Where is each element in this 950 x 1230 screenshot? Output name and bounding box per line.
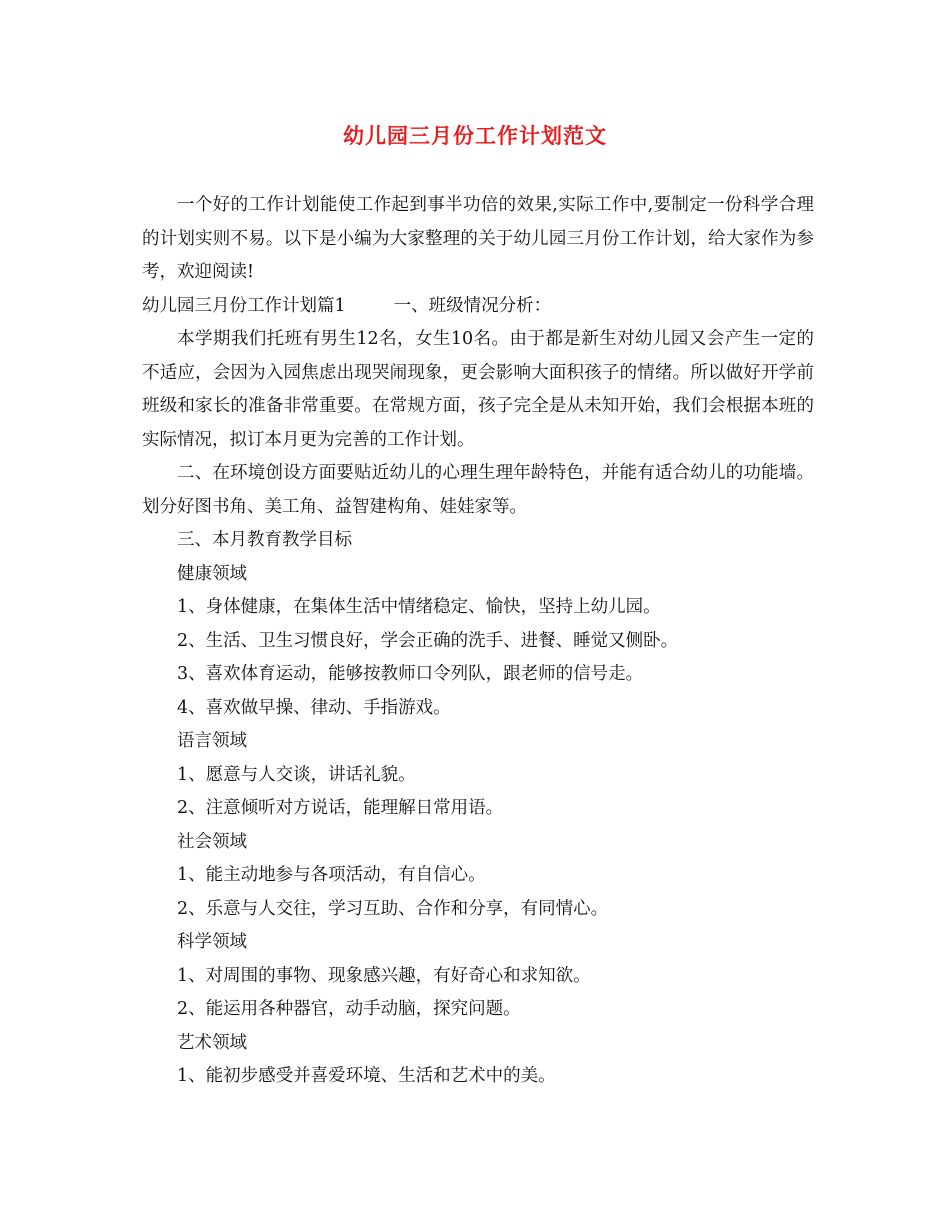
list-item: 2、生活、卫生习惯良好，学会正确的洗手、进餐、睡觉又侧卧。	[177, 630, 679, 651]
class-analysis-paragraph: 本学期我们托班有男生12名，女生10名。由于都是新生对幼儿园又会产生一定的不适应，会因为入园焦虑出现哭闹现象，更会影响大面积孩子的情绪。所以做好开学前班级和家长的准备非常重要。在常规方面，孩子完全是从未知开始，我们会根据本班的实际情况，拟订本月更为完善的工作计划。	[142, 329, 814, 450]
domain-heading-art: 艺术领域	[177, 1032, 247, 1053]
list-item: 1、身体健康，在集体生活中情绪稳定、愉快，坚持上幼儿园。	[177, 597, 661, 617]
list-item: 3、喜欢体育运动，能够按教师口令列队，跟老师的信号走。	[177, 664, 644, 684]
environment-paragraph: 二、在环境创设方面要贴近幼儿的心理生理年龄特色，并能有适合幼儿的功能墙。划分好图书角、美工角、益智建构角、娃娃家等。	[142, 463, 814, 517]
list-item: 2、乐意与人交往，学习互助、合作和分享，有同情心。	[177, 898, 609, 919]
document-title: 幼儿园三月份工作计划范文	[343, 123, 607, 148]
domain-heading-social: 社会领域	[177, 831, 247, 852]
domain-heading-science: 科学领域	[177, 932, 247, 952]
document-body	[142, 189, 814, 1094]
list-item: 4、喜欢做早操、律动、手指游戏。	[177, 697, 451, 718]
list-item: 1、能初步感受并喜爱环境、生活和艺术中的美。	[177, 1066, 556, 1086]
list-item: 2、能运用各种器官，动手动脑，探究问题。	[177, 999, 521, 1019]
section-subheading: 一、班级情况分析：	[393, 295, 552, 316]
list-item: 1、对周围的事物、现象感兴趣，有好奇心和求知欲。	[177, 965, 591, 986]
domain-heading-health: 健康领域	[177, 563, 247, 584]
list-item: 2、注意倾听对方说话，能理解日常用语。	[177, 798, 504, 818]
goals-heading: 三、本月教育教学目标	[177, 530, 352, 550]
intro-paragraph: 一个好的工作计划能使工作起到事半功倍的效果,实际工作中,要制定一份科学合理的计划实则不易。以下是小编为大家整理的关于幼儿园三月份工作计划，给大家作为参考，欢迎阅读!	[142, 195, 814, 282]
list-item: 1、能主动地参与各项活动，有自信心。	[177, 865, 486, 885]
section-heading-line	[142, 290, 814, 324]
domain-heading-language: 语言领域	[177, 731, 247, 751]
section-heading: 幼儿园三月份工作计划篇1	[142, 295, 346, 316]
list-item: 1、愿意与人交谈，讲话礼貌。	[177, 764, 416, 785]
